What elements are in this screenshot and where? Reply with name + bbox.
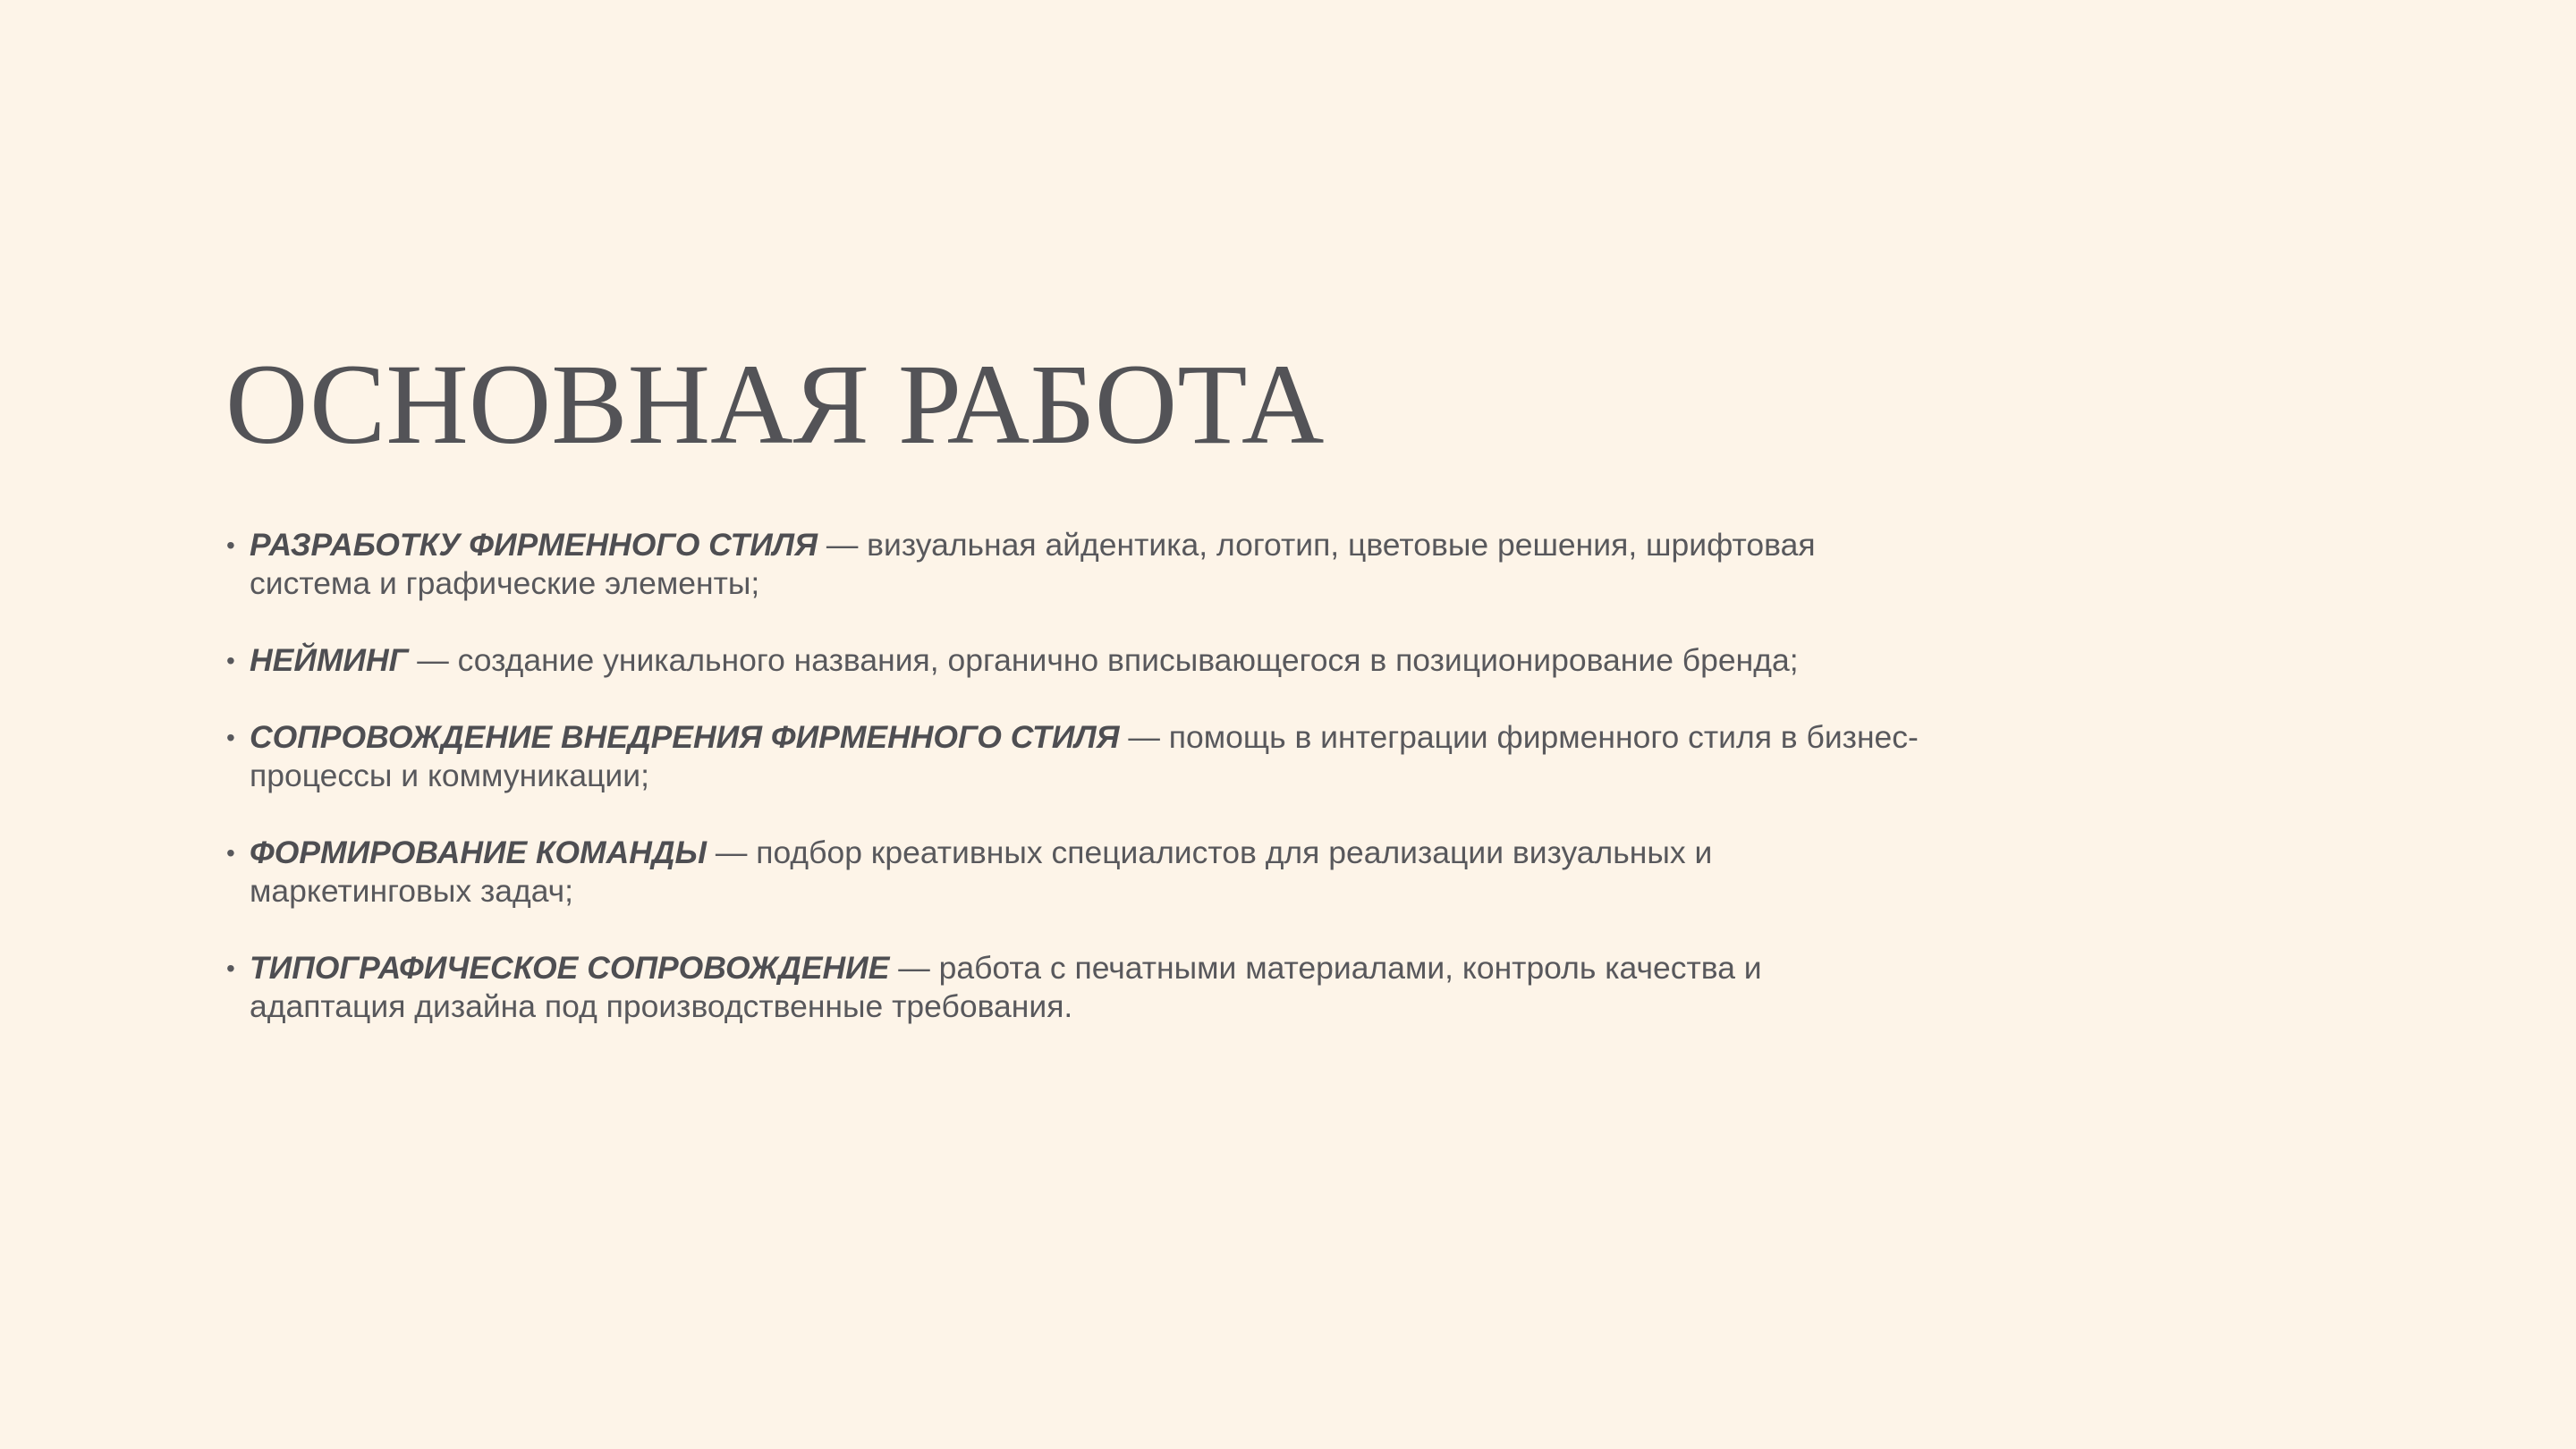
item-term: РАЗРАБОТКУ ФИРМЕННОГО СТИЛЯ <box>250 527 818 563</box>
bullet-icon: • <box>226 531 235 559</box>
item-description: — создание уникального названия, органично вписывающегося в позиционирование бренда; <box>408 642 1799 678</box>
bullet-icon: • <box>226 647 235 674</box>
item-description: — помощь в интеграции фирменного стиля в бизнес-процессы и коммуникации; <box>250 719 1919 793</box>
item-term: НЕЙМИНГ <box>250 642 409 678</box>
list-item <box>226 834 1926 911</box>
page-title: ОСНОВНАЯ РАБОТА <box>225 341 1325 468</box>
item-description: — работа с печатными материалами, контроль качества и адаптация дизайна под производственные требования. <box>250 950 1762 1024</box>
item-description: — подбор креативных специалистов для реализации визуальных и маркетинговых задач; <box>250 835 1713 909</box>
list-item <box>226 641 1926 680</box>
item-term: СОПРОВОЖДЕНИЕ ВНЕДРЕНИЯ ФИРМЕННОГО СТИЛЯ <box>250 719 1120 755</box>
item-description: — визуальная айдентика, логотип, цветовые решения, шрифтовая система и графические элементы; <box>250 527 1816 601</box>
list-item <box>226 526 1926 603</box>
item-term: ТИПОГРАФИЧЕСКОЕ СОПРОВОЖДЕНИЕ <box>250 950 890 986</box>
bullet-icon: • <box>226 954 235 982</box>
list-item <box>226 949 1926 1026</box>
bullet-icon: • <box>226 839 235 867</box>
item-term: ФОРМИРОВАНИЕ КОМАНДЫ <box>250 835 707 870</box>
services-list <box>226 526 1926 1064</box>
bullet-icon: • <box>226 724 235 751</box>
list-item <box>226 718 1926 795</box>
